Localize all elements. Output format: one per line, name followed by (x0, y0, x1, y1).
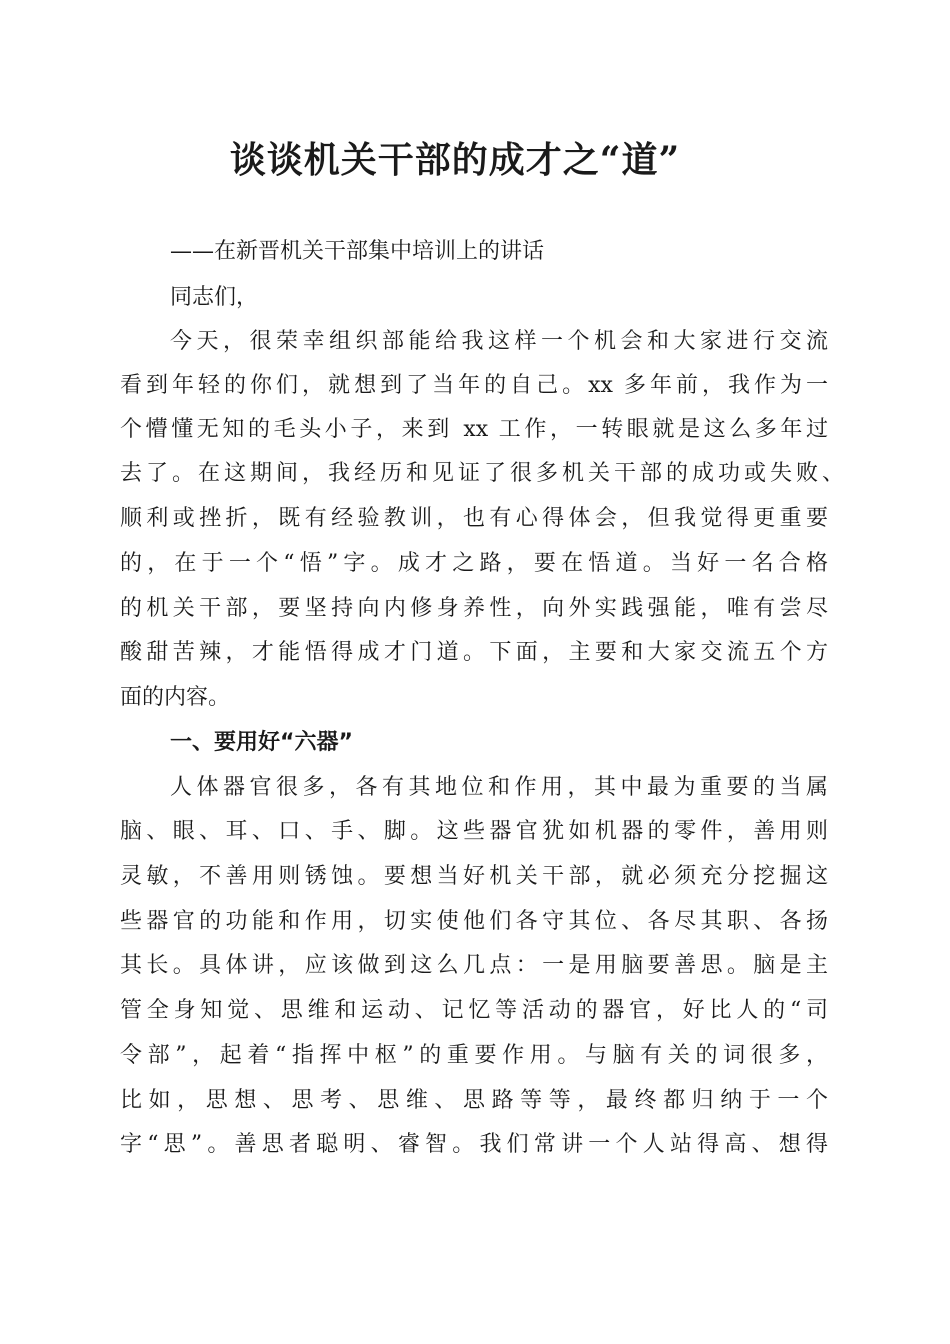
paragraph1-line: 今天，很荣幸组织部能给我这样一个机会和大家进行交流 (170, 329, 828, 354)
paragraph1-line: 看到年轻的你们，就想到了当年的自己。xx 多年前，我作为一 (120, 373, 828, 398)
paragraph1-line: 个懵懂无知的毛头小子，来到 xx 工作，一转眼就是这么多年过 (120, 417, 828, 442)
paragraph2-line: 脑、眼、耳、口、手、脚。这些器官犹如机器的零件，善用则 (120, 819, 828, 844)
paragraph2-line: 管全身知觉、思维和运动、记忆等活动的器官，好比人的“司 (120, 998, 828, 1023)
section-heading: 一、要用好“六器” (170, 730, 353, 755)
paragraph1-line: 面的内容。 (120, 685, 231, 710)
paragraph1-line: 的机关干部，要坚持向内修身养性，向外实践强能，唯有尝尽 (120, 596, 828, 621)
paragraph1-line: 的，在于一个“悟”字。成才之路，要在悟道。当好一名合格 (120, 551, 828, 576)
paragraph2-line: 人体器官很多，各有其地位和作用，其中最为重要的当属 (170, 775, 828, 800)
document-title: 谈谈机关干部的成才之“道” (229, 139, 681, 181)
paragraph2-line: 字“思”。善思者聪明、睿智。我们常讲一个人站得高、想得 (120, 1132, 828, 1157)
paragraph1-line: 顺利或挫折，既有经验教训，也有心得体会，但我觉得更重要 (120, 506, 828, 531)
paragraph2-line: 比如，思想、思考、思维、思路等等，最终都归纳于一个 (120, 1088, 828, 1113)
paragraph2-line: 灵敏，不善用则锈蚀。要想当好机关干部，就必须充分挖掘这 (120, 864, 828, 889)
salutation: 同志们， (170, 285, 259, 310)
paragraph2-line: 令部”，起着“指挥中枢”的重要作用。与脑有关的词很多， (120, 1043, 828, 1068)
paragraph2-line: 其长。具体讲，应该做到这么几点：一是用脑要善思。脑是主 (120, 953, 828, 978)
paragraph1-line: 酸甜苦辣，才能悟得成才门道。下面，主要和大家交流五个方 (120, 640, 828, 665)
paragraph1-line: 去了。在这期间，我经历和见证了很多机关干部的成功或失败、 (120, 461, 844, 486)
subtitle: ——在新晋机关干部集中培训上的讲话 (170, 239, 545, 264)
paragraph2-line: 些器官的功能和作用，切实使他们各守其位、各尽其职、各扬 (120, 909, 828, 934)
